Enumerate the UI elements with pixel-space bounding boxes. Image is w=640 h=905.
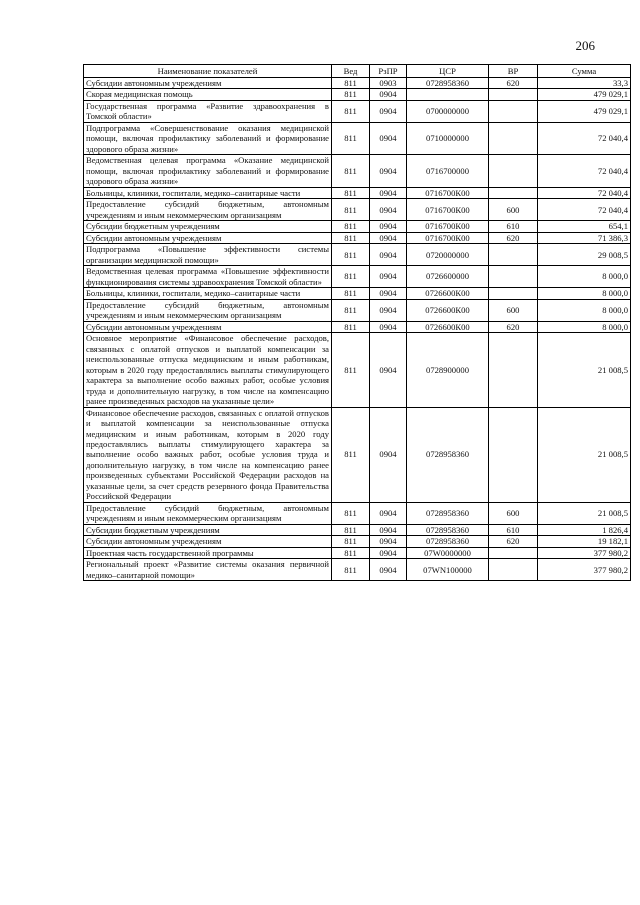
row-name-cell: Ведомственная целевая программа «Повышение эффективности функционирования системы здравоохранения Томской области»: [84, 266, 332, 288]
row-vr-cell: 620: [489, 78, 538, 89]
row-ved-cell: 811: [332, 122, 370, 154]
row-rzpr-cell: 0904: [370, 187, 407, 198]
row-name-cell: Субсидии бюджетным учреждениям: [84, 221, 332, 232]
row-rzpr-cell: 0904: [370, 524, 407, 535]
table-row: [84, 199, 631, 221]
row-name-cell: Субсидии автономным учреждениям: [84, 78, 332, 89]
table-row: [84, 536, 631, 547]
row-name-cell: Субсидии бюджетным учреждениям: [84, 524, 332, 535]
row-sum-cell: 72 040,4: [538, 122, 631, 154]
table-row: [84, 321, 631, 332]
row-ved-cell: 811: [332, 524, 370, 535]
row-vr-cell: 610: [489, 221, 538, 232]
row-vr-cell: [489, 100, 538, 122]
row-sum-cell: 1 826,4: [538, 524, 631, 535]
row-ved-cell: 811: [332, 288, 370, 299]
row-csr-cell: 0726600К00: [407, 299, 489, 321]
row-ved-cell: 811: [332, 100, 370, 122]
table-row: [84, 547, 631, 558]
row-rzpr-cell: 0904: [370, 244, 407, 266]
row-vr-cell: [489, 122, 538, 154]
row-name-cell: Больницы, клиники, госпитали, медико–санитарные части: [84, 288, 332, 299]
table-row: [84, 155, 631, 187]
row-rzpr-cell: 0904: [370, 266, 407, 288]
row-sum-cell: 72 040,4: [538, 187, 631, 198]
row-vr-cell: [489, 288, 538, 299]
row-rzpr-cell: 0903: [370, 78, 407, 89]
row-ved-cell: 811: [332, 266, 370, 288]
row-ved-cell: 811: [332, 407, 370, 502]
row-ved-cell: 811: [332, 559, 370, 581]
table-row: [84, 333, 631, 407]
row-sum-cell: 377 980,2: [538, 547, 631, 558]
row-csr-cell: 0728958360: [407, 407, 489, 502]
row-sum-cell: 21 008,5: [538, 407, 631, 502]
row-ved-cell: 811: [332, 244, 370, 266]
row-csr-cell: 0726600К00: [407, 321, 489, 332]
table-row: [84, 524, 631, 535]
row-name-cell: Государственная программа «Развитие здравоохранения в Томской области»: [84, 100, 332, 122]
table-row: [84, 232, 631, 243]
row-csr-cell: 0716700К00: [407, 187, 489, 198]
row-name-cell: Основное мероприятие «Финансовое обеспечение расходов, связанных с оплатой отпусков и выплатой компенсации за неиспользованные отпуска медицинским и иным работникам, которым в 2020 году предоставлялись выплаты стимулирующего характера за выполнение особо важных работ, особые условия труда и дополнительную нагрузку, в том числе на компенсацию ранее произведенных расходов на указанные цели»: [84, 333, 332, 407]
row-name-cell: Субсидии автономным учреждениям: [84, 232, 332, 243]
row-vr-cell: 620: [489, 321, 538, 332]
row-csr-cell: 0716700К00: [407, 232, 489, 243]
row-ved-cell: 811: [332, 78, 370, 89]
row-name-cell: Проектная часть государственной программы: [84, 547, 332, 558]
row-name-cell: Предоставление субсидий бюджетным, автономным учреждениям и иным некоммерческим организациям: [84, 199, 332, 221]
row-vr-cell: [489, 187, 538, 198]
row-ved-cell: 811: [332, 299, 370, 321]
row-name-cell: Субсидии автономным учреждениям: [84, 321, 332, 332]
row-rzpr-cell: 0904: [370, 89, 407, 100]
row-name-cell: Ведомственная целевая программа «Оказание медицинской помощи, включая профилактику заболеваний и формирование здорового образа жизни»: [84, 155, 332, 187]
row-name-cell: Скорая медицинская помощь: [84, 89, 332, 100]
row-sum-cell: 71 386,3: [538, 232, 631, 243]
row-ved-cell: 811: [332, 199, 370, 221]
row-rzpr-cell: 0904: [370, 199, 407, 221]
row-name-cell: Подпрограмма «Совершенствование оказания медицинской помощи, включая профилактику заболеваний и формирование здорового образа жизни»: [84, 122, 332, 154]
table-row: [84, 559, 631, 581]
table-row: [84, 78, 631, 89]
table-row: [84, 266, 631, 288]
row-sum-cell: 21 008,5: [538, 333, 631, 407]
row-csr-cell: 0710000000: [407, 122, 489, 154]
row-rzpr-cell: 0904: [370, 536, 407, 547]
row-ved-cell: 811: [332, 187, 370, 198]
row-vr-cell: 620: [489, 232, 538, 243]
row-rzpr-cell: 0904: [370, 321, 407, 332]
row-sum-cell: 21 008,5: [538, 502, 631, 524]
row-sum-cell: 19 182,1: [538, 536, 631, 547]
table-header-row: [84, 65, 631, 78]
table-row: [84, 122, 631, 154]
row-vr-cell: 620: [489, 536, 538, 547]
row-rzpr-cell: 0904: [370, 407, 407, 502]
row-rzpr-cell: 0904: [370, 221, 407, 232]
row-ved-cell: 811: [332, 155, 370, 187]
row-vr-cell: [489, 547, 538, 558]
table-row: [84, 187, 631, 198]
row-sum-cell: 33,3: [538, 78, 631, 89]
table-row: [84, 299, 631, 321]
row-sum-cell: 654,1: [538, 221, 631, 232]
row-vr-cell: [489, 89, 538, 100]
row-rzpr-cell: 0904: [370, 100, 407, 122]
row-csr-cell: 0716700К00: [407, 199, 489, 221]
header-vr: ВР: [489, 65, 538, 78]
header-csr: ЦСР: [407, 65, 489, 78]
table-row: [84, 407, 631, 502]
page-number: 206: [575, 38, 595, 53]
row-rzpr-cell: 0904: [370, 559, 407, 581]
row-rzpr-cell: 0904: [370, 232, 407, 243]
row-ved-cell: 811: [332, 502, 370, 524]
row-rzpr-cell: 0904: [370, 288, 407, 299]
row-vr-cell: [489, 244, 538, 266]
row-rzpr-cell: 0904: [370, 155, 407, 187]
row-csr-cell: 0728958360: [407, 502, 489, 524]
row-ved-cell: 811: [332, 333, 370, 407]
budget-table: [83, 64, 631, 581]
row-ved-cell: 811: [332, 221, 370, 232]
row-rzpr-cell: 0904: [370, 299, 407, 321]
row-name-cell: Субсидии автономным учреждениям: [84, 536, 332, 547]
row-csr-cell: 0716700К00: [407, 221, 489, 232]
row-csr-cell: 0726600К00: [407, 288, 489, 299]
row-sum-cell: 8 000,0: [538, 299, 631, 321]
row-vr-cell: [489, 155, 538, 187]
row-csr-cell: 0728958360: [407, 536, 489, 547]
row-sum-cell: 8 000,0: [538, 266, 631, 288]
row-name-cell: Подпрограмма «Повышение эффективности системы организации медицинской помощи»: [84, 244, 332, 266]
row-vr-cell: [489, 407, 538, 502]
row-rzpr-cell: 0904: [370, 333, 407, 407]
row-ved-cell: 811: [332, 89, 370, 100]
row-sum-cell: 479 029,1: [538, 100, 631, 122]
row-vr-cell: [489, 559, 538, 581]
row-rzpr-cell: 0904: [370, 502, 407, 524]
row-ved-cell: 811: [332, 547, 370, 558]
row-vr-cell: [489, 333, 538, 407]
table-row: [84, 100, 631, 122]
table-row: [84, 502, 631, 524]
row-sum-cell: 72 040,4: [538, 155, 631, 187]
row-sum-cell: 479 029,1: [538, 89, 631, 100]
row-csr-cell: 0716700000: [407, 155, 489, 187]
row-csr-cell: 07W0000000: [407, 547, 489, 558]
header-sum: Сумма: [538, 65, 631, 78]
row-csr-cell: 0728958360: [407, 524, 489, 535]
row-sum-cell: 377 980,2: [538, 559, 631, 581]
row-csr-cell: 0700000000: [407, 100, 489, 122]
row-csr-cell: 07WN100000: [407, 559, 489, 581]
table-row: [84, 244, 631, 266]
row-vr-cell: 600: [489, 299, 538, 321]
row-sum-cell: 8 000,0: [538, 321, 631, 332]
row-vr-cell: 600: [489, 502, 538, 524]
row-name-cell: Региональный проект «Развитие системы оказания первичной медико–санитарной помощи»: [84, 559, 332, 581]
table-row: [84, 89, 631, 100]
row-ved-cell: 811: [332, 321, 370, 332]
row-rzpr-cell: 0904: [370, 122, 407, 154]
row-name-cell: Предоставление субсидий бюджетным, автономным учреждениям и иным некоммерческим организациям: [84, 299, 332, 321]
row-csr-cell: 0720000000: [407, 244, 489, 266]
row-csr-cell: 0728900000: [407, 333, 489, 407]
row-vr-cell: 600: [489, 199, 538, 221]
row-ved-cell: 811: [332, 536, 370, 547]
row-csr-cell: 0728958360: [407, 78, 489, 89]
table-row: [84, 288, 631, 299]
row-ved-cell: 811: [332, 232, 370, 243]
header-ved: Вед: [332, 65, 370, 78]
row-sum-cell: 8 000,0: [538, 288, 631, 299]
row-vr-cell: 610: [489, 524, 538, 535]
row-vr-cell: [489, 266, 538, 288]
table-body: [84, 78, 631, 581]
row-csr-cell: 0726600000: [407, 266, 489, 288]
header-name: Наименование показателей: [84, 65, 332, 78]
row-sum-cell: 72 040,4: [538, 199, 631, 221]
table-row: [84, 221, 631, 232]
row-name-cell: Предоставление субсидий бюджетным, автономным учреждениям и иным некоммерческим организациям: [84, 502, 332, 524]
header-rzpr: РзПР: [370, 65, 407, 78]
row-name-cell: Финансовое обеспечение расходов, связанных с оплатой отпусков и выплатой компенсации за неиспользованные отпуска медицинским и иным работникам, которым в 2020 году предоставлялись выплаты стимулирующего характера за выполнение особо важных работ, особые условия труда и дополнительную нагрузку, в том числе на компенсацию ранее произведенных субъектами Российской Федерации расходов на указанные цели, за счет средств резервного фонда Правительства Российской Федерации: [84, 407, 332, 502]
row-name-cell: Больницы, клиники, госпитали, медико–санитарные части: [84, 187, 332, 198]
row-csr-cell: [407, 89, 489, 100]
row-sum-cell: 29 008,5: [538, 244, 631, 266]
row-rzpr-cell: 0904: [370, 547, 407, 558]
